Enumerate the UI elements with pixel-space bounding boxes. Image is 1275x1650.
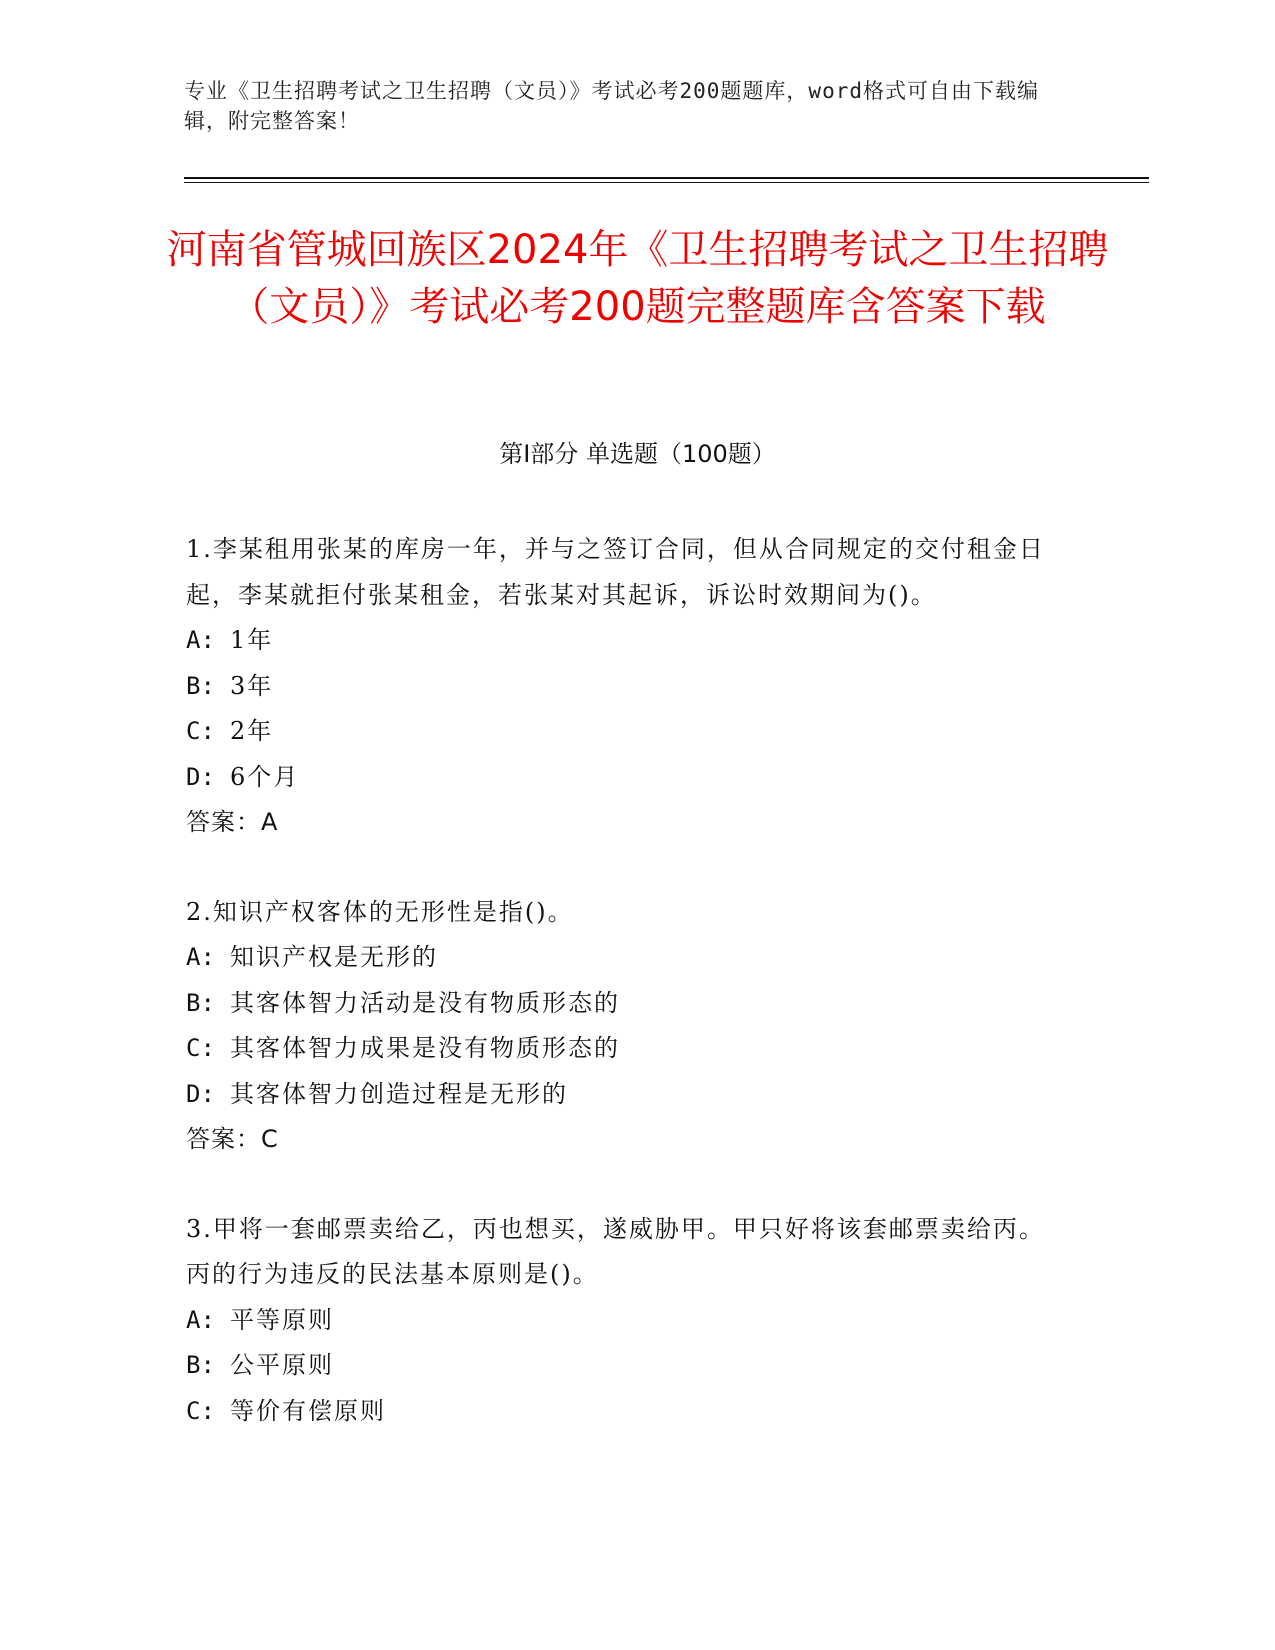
option-text: 等价有偿原则 bbox=[230, 1396, 386, 1425]
question-list bbox=[186, 527, 1066, 1478]
option-b bbox=[186, 1343, 1066, 1389]
option-key: C: bbox=[186, 717, 215, 745]
header-divider-thin bbox=[184, 182, 1149, 183]
option-text: 知识产权是无形的 bbox=[230, 943, 438, 971]
question-2 bbox=[186, 890, 1066, 1163]
section-heading: 第I部分 单选题（100题） bbox=[499, 440, 776, 468]
question-1 bbox=[186, 527, 1066, 846]
header-divider-thick bbox=[184, 177, 1149, 179]
option-text: 2年 bbox=[230, 717, 274, 745]
option-key: C: bbox=[186, 1396, 215, 1425]
option-text: 其客体智力成果是没有物质形态的 bbox=[230, 1034, 620, 1062]
question-stem: 1.李某租用张某的库房一年，并与之签订合同，但从合同规定的交付租金日起，李某就拒付张某租金，若张某对其起诉，诉讼时效期间为()。 bbox=[186, 535, 1045, 609]
option-text: 其客体智力活动是没有物质形态的 bbox=[230, 988, 620, 1017]
option-text: 1年 bbox=[230, 626, 274, 654]
option-d bbox=[186, 755, 1066, 801]
option-text: 公平原则 bbox=[230, 1351, 334, 1379]
option-c bbox=[186, 709, 1066, 755]
option-a bbox=[186, 935, 1066, 981]
option-key: C: bbox=[186, 1034, 215, 1062]
document-title: 河南省管城回族区2024年《卫生招聘考试之卫生招聘（文员）》考试必考200题完整题库含答案下载 bbox=[166, 227, 1109, 330]
option-d bbox=[186, 1072, 1066, 1118]
option-key: B: bbox=[186, 671, 215, 700]
answer-line: 答案：C bbox=[186, 1125, 279, 1153]
option-key: B: bbox=[186, 988, 215, 1017]
option-key: A: bbox=[186, 626, 215, 654]
option-b bbox=[186, 981, 1066, 1027]
option-c bbox=[186, 1026, 1066, 1072]
option-a bbox=[186, 1298, 1066, 1344]
option-key: A: bbox=[186, 1305, 215, 1334]
option-text: 平等原则 bbox=[230, 1305, 334, 1334]
option-c bbox=[186, 1389, 1066, 1435]
question-stem: 2.知识产权客体的无形性是指()。 bbox=[186, 897, 574, 926]
question-3 bbox=[186, 1207, 1066, 1435]
option-text: 6个月 bbox=[230, 762, 300, 791]
option-key: A: bbox=[186, 943, 215, 971]
option-text: 3年 bbox=[230, 671, 274, 700]
option-key: B: bbox=[186, 1351, 215, 1379]
option-text: 其客体智力创造过程是无形的 bbox=[230, 1079, 568, 1108]
option-key: D: bbox=[186, 762, 215, 791]
header-note: 专业《卫生招聘考试之卫生招聘（文员）》考试必考200题题库，word格式可自由下载编辑，附完整答案！ bbox=[184, 79, 1039, 133]
option-b bbox=[186, 664, 1066, 710]
option-a bbox=[186, 618, 1066, 664]
option-key: D: bbox=[186, 1079, 215, 1108]
question-stem: 3.甲将一套邮票卖给乙，丙也想买，遂威胁甲。甲只好将该套邮票卖给丙。丙的行为违反的民法基本原则是()。 bbox=[186, 1214, 1045, 1288]
answer-line: 答案：A bbox=[186, 808, 279, 836]
